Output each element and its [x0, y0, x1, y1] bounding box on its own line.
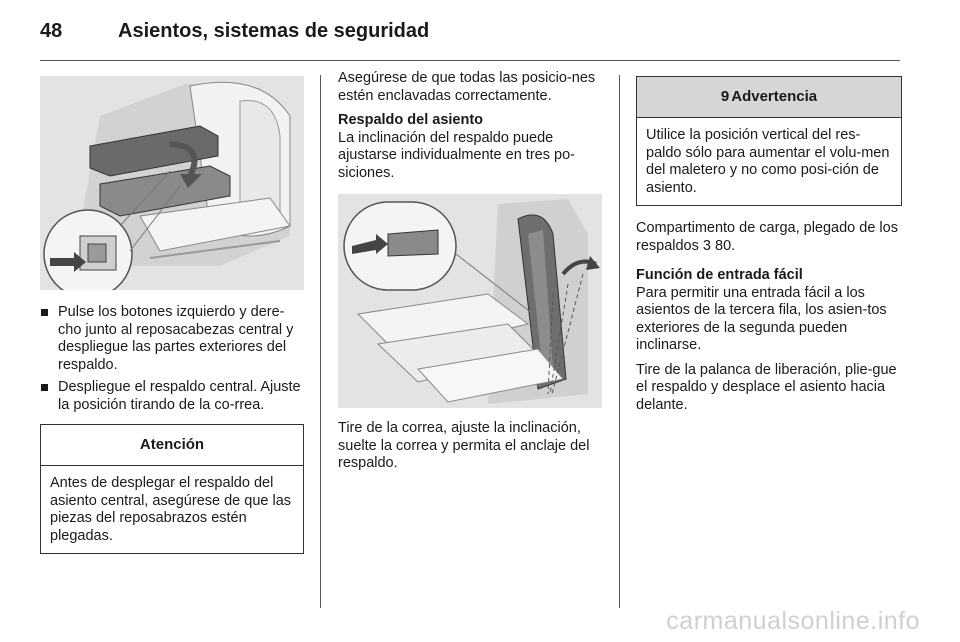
figure-caption: Tire de la correa, ajuste la inclinación, suelte la correa y permita el anclaje del respaldo. — [338, 420, 590, 471]
section-heading-easy-entry: Función de entrada fácil — [636, 267, 803, 283]
column-2 — [338, 70, 602, 480]
section-heading-backrest: Respaldo del asiento — [338, 112, 484, 128]
column-3 — [636, 70, 902, 421]
header-rule — [40, 60, 900, 61]
backrest-text: La inclinación del respaldo puede ajustarse individualmente en tres po-siciones. — [338, 129, 575, 181]
list-item: Despliegue el respaldo central. Ajuste la posición tirando de la co-rrea. — [40, 379, 304, 414]
warning-body: Utilice la posición vertical del res-paldo sólo para aumentar el volu-men del maletero y no como posi-ción de asiento. — [646, 127, 890, 196]
warning-icon: 9 — [720, 88, 730, 106]
illustration-backrest-recline — [338, 194, 602, 408]
instruction-list — [40, 304, 304, 414]
column-divider-1 — [320, 75, 321, 608]
page-ref: 80. — [715, 237, 736, 254]
attention-body: Antes de desplegar el respaldo del asiento central, asegúrese de que las piezas del reposabrazos estén plegadas. — [50, 475, 292, 544]
column-1 — [40, 70, 304, 554]
watermark: carmanualsonline.info — [666, 607, 920, 635]
page-title: Asientos, sistemas de seguridad — [118, 20, 430, 42]
list-item: Pulse los botones izquierdo y dere-cho junto al reposacabezas central y despliegue las partes exteriores del respaldo. — [40, 304, 304, 374]
cargo-text-label: Compartimento de carga, plegado de los respaldos — [636, 220, 898, 254]
easy-entry-text-2: Tire de la palanca de liberación, plie-gue el respaldo y desplace el asiento hacia delante. — [636, 361, 897, 413]
column-divider-2 — [619, 75, 620, 608]
warning-header — [637, 77, 901, 118]
intro-text: Asegúrese de que todas las posicio-nes estén enclavadas correctamente. — [338, 70, 596, 104]
attention-title: Atención — [41, 425, 303, 466]
page-ref-icon: 3 — [702, 237, 711, 254]
attention-box — [40, 424, 304, 554]
cargo-text — [636, 220, 902, 255]
easy-entry-text-1: Para permitir una entrada fácil a los asientos de la tercera fila, los asien-tos exteriores de la segunda pueden inclinarse. — [636, 284, 887, 353]
page-number: 48 — [40, 20, 63, 42]
illustration-seat-armrest — [40, 76, 304, 290]
warning-box — [636, 76, 902, 206]
warning-title: Advertencia — [731, 88, 818, 106]
